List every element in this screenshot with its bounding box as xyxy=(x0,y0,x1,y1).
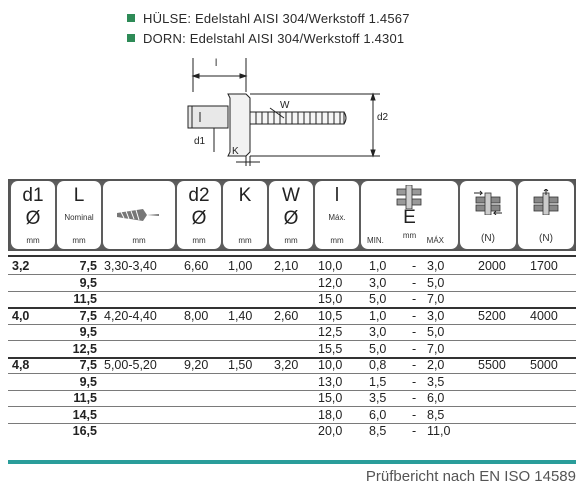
header-k xyxy=(223,181,267,249)
rivet-drawing xyxy=(170,52,400,166)
cell-drill: 3,30-3,40 xyxy=(104,259,157,273)
cell-l: 15,0 xyxy=(318,292,343,306)
tensile-force-icon xyxy=(530,189,562,215)
drawing-label-k: K xyxy=(232,146,239,157)
header-tensile xyxy=(518,181,574,249)
cell-emax: 3,0 xyxy=(427,308,445,323)
cell-tensile: 4000 xyxy=(530,308,558,323)
cell-l: 15,0 xyxy=(318,391,343,405)
cell-K: 1,50 xyxy=(228,358,253,372)
cell-L: 9,5 xyxy=(79,275,97,290)
header-k-unit: mm xyxy=(238,236,252,245)
cell-emin: 6,0 xyxy=(369,407,387,422)
cell-L: 16,5 xyxy=(72,424,97,438)
cell-emin: 1,0 xyxy=(369,308,387,323)
header-drill xyxy=(103,181,175,249)
header-d1-label: d1 xyxy=(22,185,44,206)
cell-emax: 7,0 xyxy=(427,292,445,306)
cell-emax: 2,0 xyxy=(427,358,445,372)
cell-W: 2,60 xyxy=(274,308,299,323)
cell-emin: 1,5 xyxy=(369,374,387,389)
cell-shear: 5200 xyxy=(478,308,506,323)
cell-d2: 8,00 xyxy=(184,308,209,323)
header-l-nominal xyxy=(57,181,101,249)
cell-L: 7,5 xyxy=(79,308,97,323)
cell-l: 10,0 xyxy=(318,358,343,372)
cell-emin: 5,0 xyxy=(369,292,387,306)
header-d2 xyxy=(177,181,221,249)
cell-L: 14,5 xyxy=(72,407,97,422)
cell-L: 7,5 xyxy=(79,358,97,372)
diameter-icon: Ø xyxy=(191,208,207,229)
header-e-label: E xyxy=(403,207,416,228)
cell-L: 9,5 xyxy=(79,374,97,389)
cell-l: 13,0 xyxy=(318,374,343,389)
header-l-max xyxy=(315,181,359,249)
cell-L: 7,5 xyxy=(79,259,97,273)
bullet-square-icon xyxy=(127,34,135,42)
header-lmax-unit: mm xyxy=(330,236,344,245)
cell-emin: 5,0 xyxy=(369,341,387,356)
header-lmax-sub: Máx. xyxy=(328,213,346,222)
cell-l: 15,5 xyxy=(318,341,343,356)
header-drill-unit: mm xyxy=(132,236,146,245)
drawing-label-l: l xyxy=(215,58,218,69)
cell-drill: 5,00-5,20 xyxy=(104,358,157,372)
cell-emin: 1,0 xyxy=(369,259,387,273)
drill-bit-icon xyxy=(117,207,161,223)
cell-emax: 11,0 xyxy=(427,424,451,438)
header-grip-range xyxy=(361,181,458,249)
spec-sleeve xyxy=(127,11,410,26)
header-k-label: K xyxy=(238,185,252,206)
drawing-label-w: W xyxy=(280,100,290,111)
cell-dash: - xyxy=(412,374,417,389)
cell-drill: 4,20-4,40 xyxy=(104,308,157,323)
header-tensile-unit: (N) xyxy=(539,233,553,244)
cell-l: 12,5 xyxy=(318,325,343,339)
cell-dash: - xyxy=(412,358,417,372)
grip-range-icon xyxy=(391,185,427,209)
cell-emin: 3,0 xyxy=(369,275,387,290)
cell-emax: 6,0 xyxy=(427,391,445,405)
bullet-square-icon xyxy=(127,14,135,22)
drawing-label-d2: d2 xyxy=(377,112,389,123)
header-shear-unit: (N) xyxy=(481,233,495,244)
cell-K: 1,40 xyxy=(228,308,253,323)
cell-L: 11,5 xyxy=(73,391,97,405)
header-e-min: MIN. xyxy=(367,236,384,245)
cell-dash: - xyxy=(412,424,417,438)
diameter-icon: Ø xyxy=(25,208,41,229)
table-top-rule xyxy=(8,255,576,257)
cell-shear: 2000 xyxy=(478,259,506,273)
cell-emax: 5,0 xyxy=(427,275,445,290)
header-w-label: W xyxy=(282,185,300,206)
footer-test-report: Prüfbericht nach EN ISO 14589 xyxy=(365,468,576,485)
header-d1 xyxy=(11,181,55,249)
cell-tensile: 5000 xyxy=(530,358,558,372)
cell-d2: 6,60 xyxy=(184,259,209,273)
cell-dash: - xyxy=(412,308,417,323)
header-w xyxy=(269,181,313,249)
cell-dash: - xyxy=(412,292,417,306)
diameter-icon: Ø xyxy=(283,208,299,229)
spec-sleeve-text: HÜLSE: Edelstahl AISI 304/Werkstoff 1.4567 xyxy=(143,11,410,26)
header-d1-unit: mm xyxy=(26,236,40,245)
cell-dash: - xyxy=(412,341,417,356)
cell-emax: 7,0 xyxy=(427,341,445,356)
header-l-sub: Nominal xyxy=(64,213,94,222)
cell-L: 12,5 xyxy=(72,341,97,356)
header-e-mm: mm xyxy=(402,231,417,240)
header-l-label: L xyxy=(73,185,85,206)
cell-emin: 0,8 xyxy=(369,358,387,372)
cell-dash: - xyxy=(412,407,417,422)
cell-L: 9,5 xyxy=(79,325,97,339)
cell-L: 11,5 xyxy=(73,292,97,306)
cell-emax: 3,5 xyxy=(427,374,445,389)
cell-emin: 8,5 xyxy=(369,424,387,438)
cell-l: 10,0 xyxy=(318,259,343,273)
header-d2-unit: mm xyxy=(192,236,206,245)
cell-dash: - xyxy=(412,275,417,290)
header-w-unit: mm xyxy=(284,236,298,245)
cell-d1: 4,8 xyxy=(12,358,30,372)
cell-emax: 8,5 xyxy=(427,407,445,422)
cell-d1: 4,0 xyxy=(12,308,30,323)
cell-dash: - xyxy=(412,259,417,273)
header-d2-label: d2 xyxy=(188,185,210,206)
cell-dash: - xyxy=(412,325,417,339)
header-lmax-label: l xyxy=(334,185,340,206)
header-e-max: MÁX xyxy=(426,236,444,245)
cell-emax: 3,0 xyxy=(427,259,445,273)
cell-W: 3,20 xyxy=(274,358,299,372)
cell-tensile: 1700 xyxy=(530,259,558,273)
cell-emin: 3,0 xyxy=(369,325,387,339)
cell-dash: - xyxy=(412,391,417,405)
spec-mandrel xyxy=(127,31,404,46)
spec-mandrel-text: DORN: Edelstahl AISI 304/Werkstoff 1.4301 xyxy=(143,31,405,46)
cell-W: 2,10 xyxy=(274,259,299,273)
cell-l: 10,5 xyxy=(318,308,343,323)
header-l-unit: mm xyxy=(72,236,86,245)
drawing-label-d1: d1 xyxy=(194,136,206,147)
cell-emin: 3,5 xyxy=(369,391,387,405)
cell-emax: 5,0 xyxy=(427,325,445,339)
cell-shear: 5500 xyxy=(478,358,506,372)
cell-K: 1,00 xyxy=(228,259,253,273)
table-bottom-bar xyxy=(8,460,576,464)
cell-l: 20,0 xyxy=(318,424,343,438)
shear-force-icon xyxy=(472,189,504,215)
cell-l: 18,0 xyxy=(318,407,343,422)
cell-l: 12,0 xyxy=(318,275,343,290)
cell-d2: 9,20 xyxy=(184,358,209,372)
header-shear xyxy=(460,181,516,249)
cell-d1: 3,2 xyxy=(12,259,30,273)
